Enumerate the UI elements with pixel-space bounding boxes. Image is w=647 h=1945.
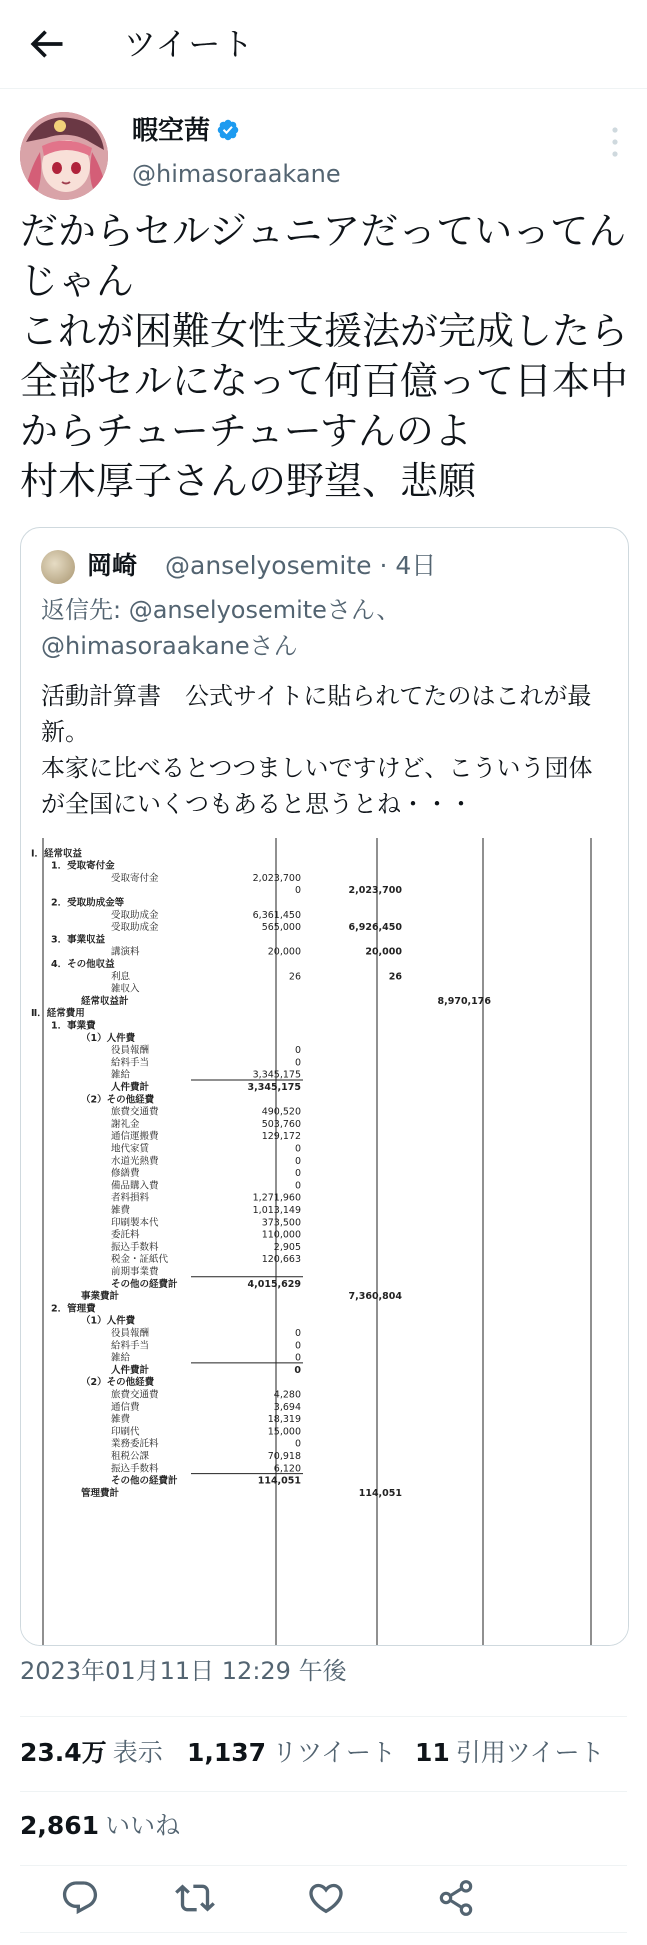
statement-row-value: 110,000 [261,1229,301,1241]
display-name[interactable]: 暇空茜 [132,114,240,148]
retweets-stat[interactable] [187,1735,396,1771]
statement-row-value: 0 [294,1328,301,1339]
statement-row-value: 490,520 [261,1106,301,1118]
statement-row-label: Ⅰ．経常収益 [31,848,83,860]
quoted-tweet-text: 活動計算書 公式サイトに貼られてたのはこれが最新。 本家に比べるとつつましいですけど、こういう団体が全国にいくつもあると思うとね・・・ [41,682,593,818]
statement-row-label: 役員報酬 [111,1045,150,1057]
statement-row-value: 114,051 [257,1475,301,1487]
statement-row-label: 管理費計 [81,1487,120,1499]
financial-statement [21,838,628,1645]
statement-row-label: 人件費計 [111,1082,150,1093]
statement-row-label: 経常収益計 [81,995,129,1007]
statement-row-value: 0 [294,1155,301,1167]
statement-row-value: 373,500 [261,1217,301,1229]
page-title: ツイート [124,25,255,63]
statement-row-value: 0 [294,1340,301,1352]
statement-row-label: 3．事業収益 [51,934,106,946]
statement-row-label: 通信費 [111,1401,140,1413]
reply-user: @himasoraakaneさん [41,632,298,660]
statement-row-label: 委託料 [111,1229,140,1241]
tweet-text: だからセルジュニアだっていってんじゃん これが困難女性支援法が完成したら全部セルになって何百億って日本中からチューチューすんのよ 村木厚子さんの野望、悲願 [20,209,629,503]
statement-row-value: 0 [294,1364,301,1376]
statement-row-value: 26 [288,971,301,983]
statement-row-label: （2）その他経費 [81,1094,155,1106]
statement-row-label: その他の経費計 [111,1475,178,1487]
top-bar [0,0,647,89]
retweets-count: 1,137 [187,1738,267,1767]
statement-row-label: 備品購入費 [111,1180,159,1192]
statement-row-label: 印刷製本代 [111,1217,159,1229]
retweet-icon [175,1878,215,1918]
verified-badge-icon [216,118,240,142]
more-icon [603,122,627,162]
statement-row-value: 0 [294,1143,301,1155]
statement-row-value: 3,694 [273,1401,301,1413]
likes-label: いいね [105,1811,181,1840]
quoted-tweet[interactable] [20,527,629,1646]
statement-row-value: 0 [294,1352,301,1364]
statement-row-value: 20,000 [267,946,301,958]
statement-row-label: 修繕費 [111,1168,140,1180]
views-count: 23.4万 [20,1738,107,1767]
statement-row-label: 謝礼金 [111,1118,140,1130]
statement-row-label: 者料損料 [111,1192,150,1204]
statement-row-label: 租税公課 [111,1451,150,1462]
quotes-label: 引用ツイート [455,1738,605,1767]
back-arrow-icon [24,22,68,66]
statement-row-value: 3,345,175 [247,1082,301,1093]
statement-row-label: 税金・証紙代 [111,1254,169,1266]
statement-row-value: 0 [294,1057,301,1069]
statement-row-label: 1．事業費 [51,1020,96,1032]
statement-row-label: 給料手当 [111,1340,150,1352]
statement-row-label: 雑費 [111,1414,131,1426]
statement-row-label: 事業費計 [81,1291,120,1303]
statement-row-label: 雑収入 [111,983,140,995]
statement-row-label: 給料手当 [111,1057,150,1069]
statement-row-value: 120,663 [261,1254,301,1266]
statement-row-label: 地代家賃 [111,1143,150,1155]
statement-row-label: （1）人件費 [81,1032,136,1044]
statement-row-value: 6,361,450 [252,909,301,921]
statement-row-label: 雑費 [111,1205,131,1216]
statement-row-label: 旅費交通費 [111,1389,159,1401]
share-button[interactable] [436,1878,476,1918]
statement-row-value: 0 [294,1438,301,1450]
statement-row-label: 前期事業費 [111,1266,159,1278]
statement-row-value: 70,918 [267,1451,301,1462]
action-bar [20,1866,627,1933]
statement-row-value: 20,000 [365,946,402,958]
more-button[interactable] [603,122,627,162]
quoted-image[interactable] [21,838,628,1645]
statement-row-label: 振込手数料 [111,1241,159,1253]
statement-row-label: 受取寄付金 [111,872,159,884]
likes-count: 2,861 [20,1811,100,1840]
like-icon [306,1878,346,1918]
back-button[interactable] [24,22,68,66]
statement-row-value: 0 [294,1168,301,1180]
statement-row-label: 2．受取助成金等 [51,897,125,909]
statement-row-value: 1,271,960 [252,1192,301,1204]
statement-row-label: （1）人件費 [81,1315,136,1327]
reply-icon [60,1878,100,1918]
views-stat [20,1735,163,1771]
avatar[interactable] [20,112,108,200]
avatar-image [20,112,108,200]
user-handle[interactable]: @himasoraakane [132,160,341,188]
statement-row-value: 6,120 [273,1463,301,1475]
retweets-label: リツイート [272,1738,396,1767]
statement-row-value: 4,015,629 [247,1278,301,1290]
statement-row-label: 旅費交通費 [111,1106,159,1118]
statement-row-value: 6,926,450 [348,922,402,934]
like-button[interactable] [306,1878,346,1918]
share-icon [436,1878,476,1918]
statement-row-label: 印刷代 [111,1426,140,1438]
statement-row-value: 503,760 [261,1118,301,1130]
quotes-count: 11 [415,1738,450,1767]
statement-row-value: 0 [294,1045,301,1057]
statement-row-label: 受取助成金 [111,922,159,934]
statement-row-label: 2．管理費 [51,1303,96,1315]
retweet-button[interactable] [175,1878,215,1918]
statement-row-label: 利息 [111,971,131,983]
statement-row-value: 0 [294,1180,301,1192]
statement-row-label: （2）その他経費 [81,1377,155,1389]
statement-row-label: 人件費計 [111,1364,150,1376]
statement-row-value: 114,051 [358,1487,402,1499]
statement-row-value: 2,905 [273,1241,301,1253]
tweet-author [20,110,627,200]
statement-row-value: 3,345,175 [252,1069,301,1081]
statement-row-value: 4,280 [273,1389,301,1401]
statement-row-value: 2,023,700 [252,872,301,884]
reply-context [41,592,611,664]
views-label: 表示 [112,1738,163,1767]
likes-stat[interactable] [20,1808,180,1844]
statement-row-value: 18,319 [267,1414,301,1426]
statement-row-label: 業務委託料 [111,1438,159,1450]
statement-row-label: 雑給 [111,1352,131,1364]
quoted-avatar [41,550,75,584]
statement-row-label: 雑給 [111,1069,131,1081]
statement-row-value: 0 [294,885,301,897]
quoted-handle-time: @anselyosemite · 4日 [165,551,437,580]
statement-row-label: 役員報酬 [111,1328,150,1339]
statement-row-label: Ⅱ．経常費用 [31,1008,85,1020]
statement-row-label: 4．その他収益 [51,959,115,970]
statement-row-value: 1,013,149 [252,1205,301,1216]
statement-row-label: 1．受取寄付金 [51,860,115,872]
quoted-tweet-header [41,546,611,586]
reply-prefix: 返信先: @anselyosemiteさん、 [41,596,401,624]
timestamp[interactable]: 2023年01月11日 12:29 午後 [20,1657,347,1685]
statement-row-value: 7,360,804 [348,1291,402,1303]
statement-row-label: 振込手数料 [111,1463,159,1475]
statement-row-value: 8,970,176 [437,995,491,1007]
quoted-display-name: 岡崎 [87,551,138,580]
statement-row-label: 水道光熱費 [111,1155,159,1167]
statement-row-label: 通信運搬費 [111,1131,159,1143]
statement-row-label: 受取助成金 [111,909,159,921]
statement-row-label: 講演料 [111,946,140,958]
statement-row-value: 2,023,700 [348,885,402,897]
likes-row [20,1790,627,1866]
statement-row-value: 26 [388,971,402,983]
reply-button[interactable] [60,1878,100,1918]
statement-row-value: 565,000 [261,922,301,934]
stats-row [20,1716,627,1792]
statement-row-label: その他の経費計 [111,1278,178,1290]
quotes-stat[interactable] [415,1735,605,1771]
statement-row-value: 15,000 [267,1426,301,1438]
statement-row-value: 129,172 [261,1131,301,1143]
